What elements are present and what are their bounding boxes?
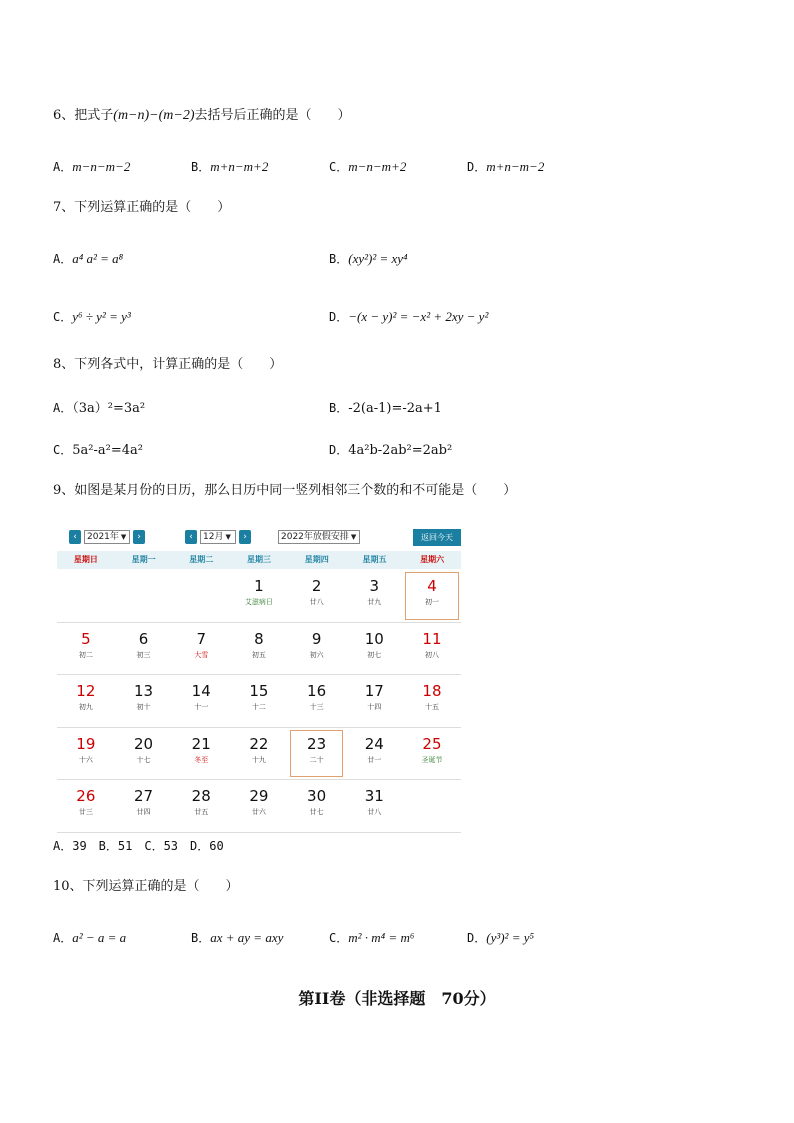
lunar-date: 初八 bbox=[424, 650, 439, 659]
next-year-button[interactable]: › bbox=[133, 530, 145, 544]
day-number: 27 bbox=[133, 787, 154, 805]
calendar-day-cell[interactable] bbox=[57, 623, 115, 675]
calendar-day-cell[interactable] bbox=[230, 675, 288, 727]
day-number: 31 bbox=[364, 787, 384, 805]
month-select[interactable] bbox=[200, 530, 236, 544]
q7-option-b: B．(xy²)² = xy⁴ bbox=[329, 251, 408, 266]
calendar-day-cell[interactable] bbox=[345, 780, 403, 832]
weekday-label: 星期三 bbox=[247, 555, 272, 564]
lunar-date: 廿九 bbox=[367, 598, 382, 606]
question-6-stem: 6、把式子(m−n)−(m−2)去括号后正确的是（ ） bbox=[53, 108, 351, 123]
day-number: 17 bbox=[364, 682, 384, 700]
calendar-day-cell[interactable] bbox=[172, 675, 230, 727]
lunar-date: 圣诞节 bbox=[421, 755, 443, 764]
day-number: 22 bbox=[249, 734, 269, 753]
calendar-day-cell[interactable] bbox=[345, 570, 403, 622]
calendar-day-cell[interactable] bbox=[288, 780, 346, 832]
month-select-value: 12月 bbox=[203, 532, 224, 542]
calendar-empty-cell bbox=[403, 780, 461, 832]
day-number: 3 bbox=[369, 577, 380, 595]
day-number: 30 bbox=[307, 787, 327, 805]
lunar-date: 十五 bbox=[424, 703, 439, 711]
calendar-day-cell[interactable] bbox=[403, 728, 461, 780]
calendar-grid bbox=[57, 570, 461, 833]
prev-year-button[interactable]: ‹ bbox=[69, 530, 81, 544]
weekday-header bbox=[57, 551, 461, 569]
lunar-date: 廿三 bbox=[78, 808, 93, 816]
calendar-week-row bbox=[57, 570, 461, 623]
weekday-label: 星期一 bbox=[131, 555, 156, 564]
year-select[interactable] bbox=[84, 530, 130, 544]
today-button[interactable]: 返回今天 bbox=[413, 529, 461, 546]
calendar-day-cell[interactable] bbox=[115, 780, 173, 832]
lunar-date: 大雪 bbox=[194, 650, 209, 659]
calendar-empty-cell bbox=[115, 570, 173, 622]
lunar-date: 初十 bbox=[136, 703, 151, 711]
holiday-select[interactable] bbox=[278, 530, 360, 544]
calendar-day-cell[interactable] bbox=[57, 728, 115, 780]
lunar-date: 初五 bbox=[251, 650, 266, 659]
calendar-day-cell[interactable] bbox=[288, 623, 346, 675]
q10-option-d: D．(y³)² = y⁵ bbox=[467, 930, 535, 945]
weekday-label: 星期二 bbox=[189, 555, 214, 564]
calendar-day-cell[interactable] bbox=[345, 728, 403, 780]
day-number: 24 bbox=[364, 734, 384, 753]
lunar-date: 十二 bbox=[251, 703, 266, 711]
chevron-down-icon: ▼ bbox=[350, 533, 357, 541]
day-number: 10 bbox=[364, 629, 384, 648]
lunar-date: 廿四 bbox=[136, 808, 151, 816]
calendar-day-cell[interactable] bbox=[172, 623, 230, 675]
lunar-date: 十六 bbox=[78, 755, 93, 764]
year-select-value: 2021年 bbox=[87, 532, 119, 542]
calendar-day-cell[interactable] bbox=[288, 728, 346, 780]
day-number: 6 bbox=[138, 629, 149, 648]
calendar-day-cell[interactable] bbox=[403, 675, 461, 727]
question-10-stem: 10、下列运算正确的是（ ） bbox=[53, 879, 239, 894]
lunar-date: 初九 bbox=[78, 703, 93, 711]
calendar-day-cell[interactable] bbox=[115, 675, 173, 727]
q6-option-d: D．m+n−m−2 bbox=[467, 159, 545, 174]
q6-option-a: A．m−n−m−2 bbox=[53, 159, 131, 174]
q6-option-c: C．m−n−m+2 bbox=[329, 159, 407, 174]
lunar-date: 十三 bbox=[309, 703, 324, 711]
calendar-day-cell[interactable] bbox=[172, 728, 230, 780]
day-number: 7 bbox=[196, 629, 206, 648]
day-number: 28 bbox=[191, 787, 211, 805]
lunar-date: 初三 bbox=[136, 650, 151, 659]
lunar-date: 廿六 bbox=[251, 808, 266, 816]
q10-option-b: B．ax + ay = axy bbox=[191, 930, 284, 945]
next-month-button[interactable]: › bbox=[239, 530, 251, 544]
calendar-day-cell[interactable] bbox=[115, 623, 173, 675]
calendar-day-cell[interactable] bbox=[288, 675, 346, 727]
question-8-stem: 8、下列各式中，计算正确的是（ ） bbox=[53, 357, 283, 372]
lunar-date: 初一 bbox=[424, 598, 439, 606]
lunar-date: 廿五 bbox=[194, 808, 209, 816]
lunar-date: 廿八 bbox=[309, 598, 324, 606]
question-7-stem: 7、下列运算正确的是（ ） bbox=[53, 200, 231, 215]
calendar-week-row bbox=[57, 728, 461, 781]
lunar-date: 十七 bbox=[136, 755, 151, 764]
weekday-label: 星期日 bbox=[73, 555, 98, 564]
weekday-label: 星期五 bbox=[362, 555, 387, 564]
lunar-date: 初七 bbox=[367, 650, 382, 659]
day-number: 9 bbox=[311, 629, 322, 648]
calendar-toolbar bbox=[57, 527, 461, 549]
day-number: 23 bbox=[307, 734, 327, 753]
day-number: 26 bbox=[76, 787, 96, 805]
calendar-day-cell[interactable] bbox=[230, 780, 288, 832]
q9-options: A．39 B．51 C．53 D．60 bbox=[53, 839, 224, 853]
day-number: 2 bbox=[311, 577, 322, 595]
calendar-day-cell[interactable] bbox=[230, 623, 288, 675]
chevron-down-icon: ▼ bbox=[120, 533, 127, 541]
holiday-select-value: 2022年放假安排 bbox=[281, 532, 349, 542]
day-number: 20 bbox=[133, 734, 154, 753]
calendar bbox=[57, 527, 461, 827]
day-number: 1 bbox=[254, 577, 264, 595]
q8-option-b: B．-2(a-1)=-2a+1 bbox=[329, 401, 442, 416]
q8-option-d: D．4a²b-2ab²=2ab² bbox=[329, 443, 453, 458]
calendar-day-cell[interactable] bbox=[115, 728, 173, 780]
lunar-date: 初二 bbox=[78, 650, 93, 659]
calendar-day-cell[interactable] bbox=[403, 570, 461, 622]
day-number: 25 bbox=[422, 734, 442, 753]
lunar-date: 廿八 bbox=[367, 808, 382, 816]
section-title: 第II卷（非选择题 70分） bbox=[298, 989, 496, 1008]
day-number: 4 bbox=[427, 577, 437, 595]
weekday-label: 星期六 bbox=[420, 555, 445, 564]
lunar-date: 冬至 bbox=[194, 755, 209, 764]
calendar-week-row bbox=[57, 623, 461, 676]
calendar-empty-cell bbox=[57, 570, 115, 622]
day-number: 12 bbox=[76, 682, 96, 700]
day-number: 14 bbox=[191, 682, 211, 700]
weekday-label: 星期四 bbox=[304, 555, 329, 564]
lunar-date: 十四 bbox=[367, 703, 382, 711]
day-number: 8 bbox=[254, 629, 264, 648]
calendar-day-cell[interactable] bbox=[57, 675, 115, 727]
lunar-date: 艾滋病日 bbox=[244, 598, 273, 606]
q10-option-c: C．m² · m⁴ = m⁶ bbox=[329, 930, 415, 945]
q10-option-a: A．a² − a = a bbox=[53, 930, 127, 945]
q8-option-c: C．5a²-a²=4a² bbox=[53, 443, 143, 458]
lunar-date: 初六 bbox=[309, 650, 324, 659]
calendar-day-cell[interactable] bbox=[403, 623, 461, 675]
day-number: 18 bbox=[422, 682, 442, 700]
lunar-date: 十九 bbox=[251, 755, 266, 764]
day-number: 13 bbox=[133, 682, 154, 700]
q7-option-c: C．y⁶ ÷ y² = y³ bbox=[53, 309, 131, 324]
chevron-down-icon: ▼ bbox=[225, 533, 231, 541]
q8-option-a: A．（3a）²=3a² bbox=[53, 401, 146, 416]
calendar-day-cell[interactable] bbox=[345, 675, 403, 727]
calendar-day-cell[interactable] bbox=[345, 623, 403, 675]
prev-month-button[interactable]: ‹ bbox=[185, 530, 197, 544]
q7-option-a: A．a⁴ a² = a⁸ bbox=[53, 251, 124, 266]
q6-option-b: B．m+n−m+2 bbox=[191, 159, 269, 174]
lunar-date: 二十 bbox=[309, 755, 324, 764]
calendar-day-cell[interactable] bbox=[230, 570, 288, 622]
calendar-day-cell[interactable] bbox=[288, 570, 346, 622]
day-number: 11 bbox=[422, 629, 442, 648]
calendar-week-row bbox=[57, 780, 461, 833]
calendar-empty-cell bbox=[172, 570, 230, 622]
lunar-date: 廿七 bbox=[309, 808, 324, 816]
calendar-day-cell[interactable] bbox=[172, 780, 230, 832]
lunar-date: 十一 bbox=[194, 703, 209, 711]
day-number: 16 bbox=[307, 682, 327, 700]
day-number: 19 bbox=[76, 734, 96, 753]
lunar-date: 廿一 bbox=[367, 755, 382, 764]
day-number: 15 bbox=[249, 682, 269, 700]
day-number: 21 bbox=[191, 734, 211, 753]
q7-option-d: D．−(x − y)² = −x² + 2xy − y² bbox=[329, 309, 489, 324]
calendar-day-cell[interactable] bbox=[57, 780, 115, 832]
calendar-week-row bbox=[57, 675, 461, 728]
day-number: 5 bbox=[81, 629, 91, 648]
calendar-day-cell[interactable] bbox=[230, 728, 288, 780]
question-9-stem: 9、如图是某月份的日历，那么日历中同一竖列相邻三个数的和不可能是（ ） bbox=[53, 483, 517, 498]
day-number: 29 bbox=[249, 787, 269, 805]
